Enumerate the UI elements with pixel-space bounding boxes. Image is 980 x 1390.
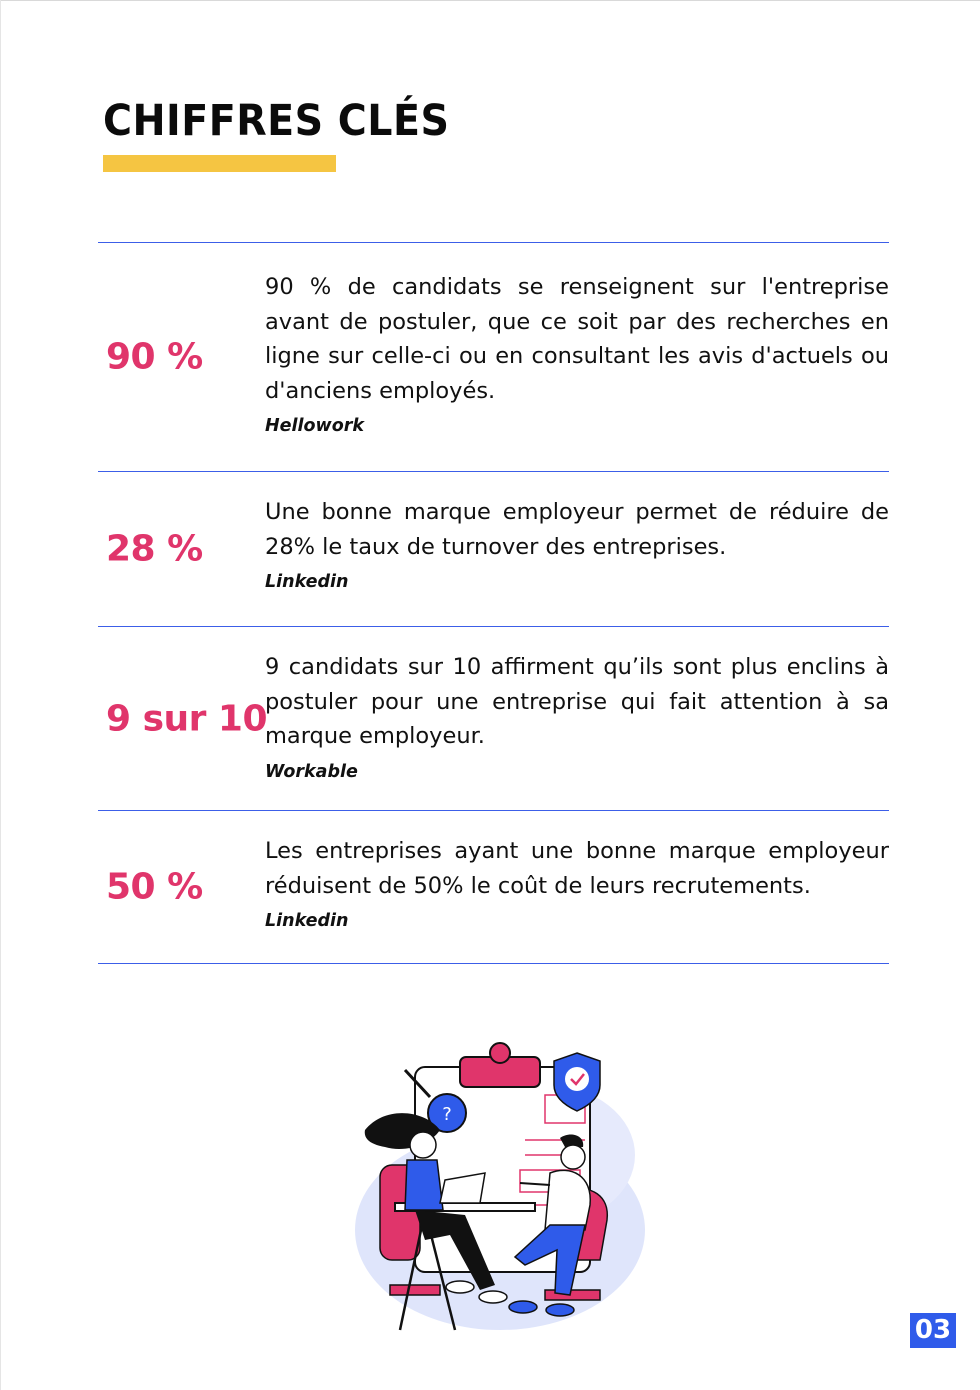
stat-text: Une bonne marque employeur permet de réduire de 28% le taux de turnover des entreprises. [265, 499, 889, 560]
stat-value: 50 % [106, 866, 203, 908]
stat-row [98, 810, 889, 964]
stat-body [265, 495, 889, 592]
stat-source: Hellowork [265, 416, 364, 436]
stat-source: Linkedin [265, 572, 349, 592]
stat-value: 9 sur 10 [106, 698, 268, 739]
stat-text: Les entreprises ayant une bonne marque employeur réduisent de 50% le coût de leurs recrutements. [265, 838, 889, 899]
stat-row [98, 626, 889, 810]
stat-body [265, 270, 889, 436]
stat-source: Linkedin [265, 911, 349, 931]
title-underline [103, 155, 336, 172]
stat-row [98, 471, 889, 626]
stat-value: 90 % [106, 336, 203, 378]
page-left-edge [0, 0, 1, 1390]
stat-text: 9 candidats sur 10 affirment qu’ils sont plus enclins à postuler pour une entreprise qui fait attention à sa marque employeur. [265, 654, 889, 749]
stat-body [265, 650, 889, 782]
stat-text: 90 % de candidats se renseignent sur l'entreprise avant de postuler, que ce soit par des recherches en ligne sur celle-ci ou en consultant les avis d'actuels ou d'anciens employés. [265, 274, 889, 404]
stat-row [98, 242, 889, 471]
page-top-edge [0, 0, 980, 1]
key-figures-list [98, 242, 889, 964]
stat-body [265, 834, 889, 931]
page-number: 03 [910, 1313, 956, 1348]
job-interview-illustration-icon [345, 1035, 650, 1335]
stat-value: 28 % [106, 528, 203, 570]
page-title: CHIFFRES CLÉS [103, 96, 450, 146]
question-badge-text: ? [442, 1104, 452, 1125]
stat-source: Workable [265, 761, 358, 782]
